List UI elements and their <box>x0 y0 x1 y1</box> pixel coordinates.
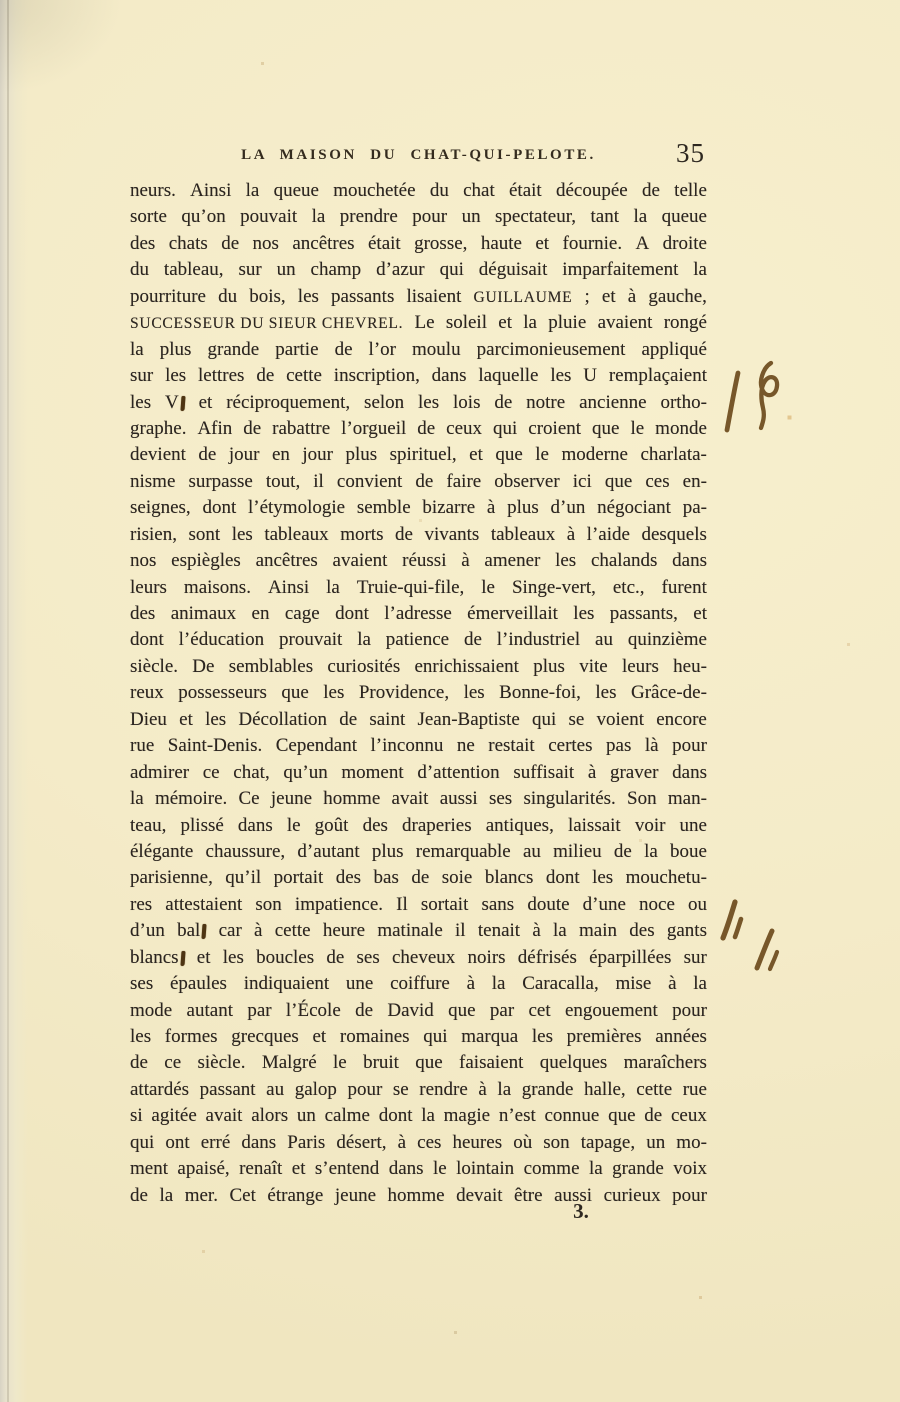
text-line: parisienne, qu’il portait des bas de soie blancs dont les mouchetu- <box>130 867 707 889</box>
text-line: rue Saint-Denis. Cependant l’inconnu ne restait certes pas là pour <box>130 735 707 757</box>
text-line: les V et réciproquement, selon les lois de notre ancienne ortho- <box>130 391 707 413</box>
text-line: des chats de nos ancêtres était grosse, haute et fournie. A droite <box>130 232 707 254</box>
page-edge-shadow <box>0 0 28 1402</box>
text-line: teau, plissé dans le goût des draperies antiques, laissait voir une <box>130 814 707 836</box>
text-line: sorte qu’on pouvait la prendre pour un spectateur, tant la queue <box>130 206 707 228</box>
paper-specks <box>0 0 1 1</box>
ink-stroke-annotation <box>202 924 207 939</box>
text-line: la mémoire. Ce jeune homme avait aussi ses singularités. Son man- <box>130 788 707 810</box>
body-text-block <box>130 178 707 1209</box>
text-line: Dieu et les Décollation de saint Jean-Baptiste qui se voient encore <box>130 708 707 730</box>
text-line: la plus grande partie de l’or moulu parcimonieusement appliqué <box>130 338 707 360</box>
text-line: reux possesseurs que les Providence, les Bonne-foi, les Grâce-de- <box>130 682 707 704</box>
text-line: leurs maisons. Ainsi la Truie-qui-file, le Singe-vert, etc., furent <box>130 576 707 598</box>
text-line: d’un bal car à cette heure matinale il tenait à la main des gants <box>130 920 707 942</box>
text-line: élégante chaussure, d’autant plus remarquable au milieu de la boue <box>130 840 707 862</box>
text-line: si agitée avait alors un calme dont la magie n’est connue que de ceux <box>130 1105 707 1127</box>
page-edge-crease <box>7 0 9 1402</box>
text-line: sur les lettres de cette inscription, dans laquelle les U remplaçaient <box>130 365 707 387</box>
ink-stroke-annotation <box>180 395 185 410</box>
signature-mark: 3. <box>573 1199 589 1223</box>
ink-stroke-annotation <box>180 951 185 966</box>
page-number: 35 <box>676 138 705 168</box>
text-line: pourriture du bois, les passants lisaient GUILLAUME ; et à gauche, <box>130 285 707 307</box>
text-line: siècle. De semblables curiosités enrichissaient plus vite leurs heu- <box>130 655 707 677</box>
text-line: nos espiègles ancêtres avaient réussi à amener les chalands dans <box>130 550 707 572</box>
text-line: qui ont erré dans Paris désert, à ces heures où son tapage, un mo- <box>130 1131 707 1153</box>
text-line: res attestaient son impatience. Il sortait sans doute d’une noce ou <box>130 893 707 915</box>
page-title: LA MAISON DU CHAT-QUI-PELOTE. <box>241 147 596 163</box>
handwritten-numeral-annotation <box>705 350 795 450</box>
text-line: mode autant par l’École de David que par cet engouement pour <box>130 999 707 1021</box>
handwritten-tick-marks <box>715 890 790 980</box>
running-header <box>130 138 707 168</box>
text-line: du tableau, sur un champ d’azur qui déguisait imparfaitement la <box>130 259 707 281</box>
text-line: ment apaisé, renaît et s’entend dans le lointain comme la grande voix <box>130 1158 707 1180</box>
text-line: les formes grecques et romaines qui marqua les premières années <box>130 1026 707 1047</box>
text-line: blancs et les boucles de ses cheveux noirs défrisés éparpillées sur <box>130 946 707 968</box>
text-line: SUCCESSEUR DU SIEUR CHEVREL. Le soleil et la pluie avaient rongé <box>130 312 707 334</box>
text-line: devient de jour en jour plus spirituel, et que le moderne charlata- <box>130 444 707 466</box>
text-line: des animaux en cage dont l’adresse émerveillait les passants, et <box>130 603 707 624</box>
text-line: ses épaules indiquaient une coiffure à la Caracalla, mise à la <box>130 973 707 995</box>
text-line: de ce siècle. Malgré le bruit que faisaient quelques maraîchers <box>130 1052 707 1074</box>
corner-shading <box>0 0 200 160</box>
text-line: neurs. Ainsi la queue mouchetée du chat était découpée de telle <box>130 180 707 201</box>
text-line: graphe. Afin de rabattre l’orgueil de ceux qui croient que le monde <box>130 417 707 439</box>
text-line: attardés passant au galop pour se rendre à la grande halle, cette rue <box>130 1078 707 1100</box>
text-line: admirer ce chat, qu’un moment d’attention suffisait à graver dans <box>130 761 707 783</box>
text-line: risien, sont les tableaux morts de vivants tableaux à l’aide desquels <box>130 523 707 545</box>
text-line: seignes, dont l’étymologie semble bizarre à plus d’un négociant pa- <box>130 497 707 519</box>
text-line: dont l’éducation prouvait la patience de l’industriel au quinzième <box>130 629 707 651</box>
text-line: nisme surpasse tout, il convient de faire observer ici que ces en- <box>130 470 707 492</box>
text-line: de la mer. Cet étrange jeune homme devait être aussi curieux pour <box>130 1184 707 1206</box>
